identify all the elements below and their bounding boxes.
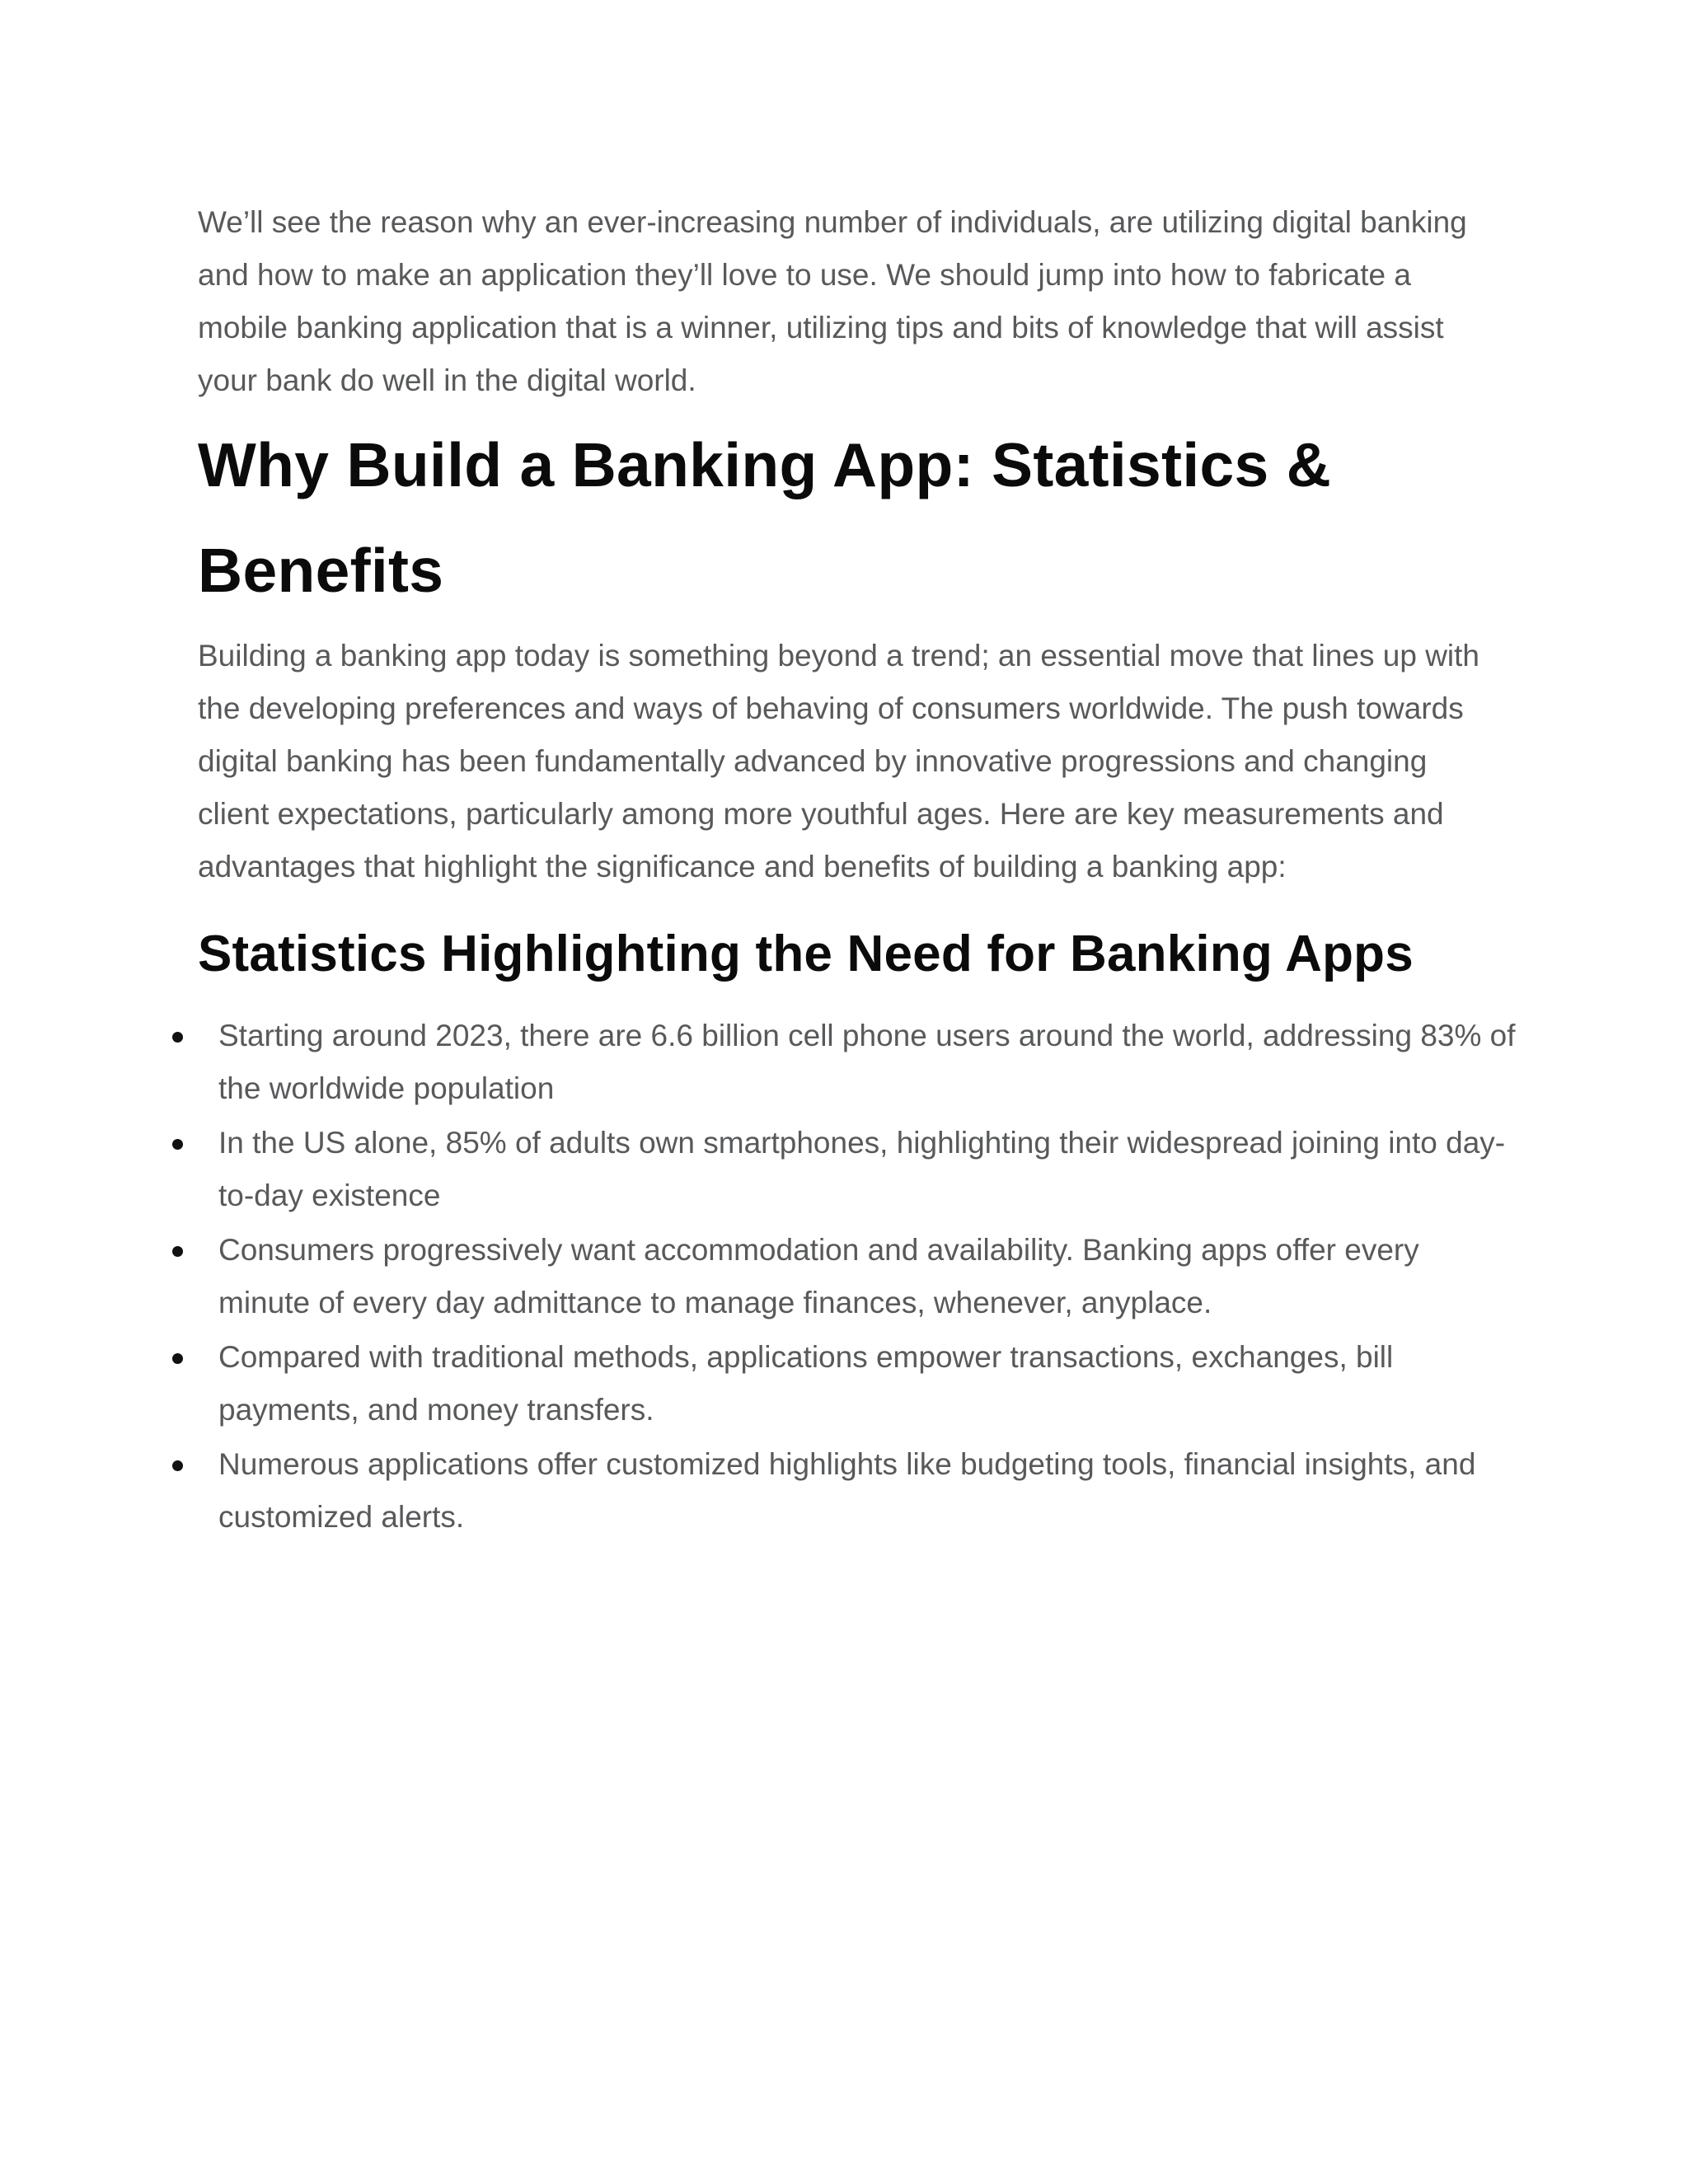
bullet-dot-icon — [165, 1010, 218, 1062]
section-paragraph: Building a banking app today is something beyond a trend; an essential move that lines up with the developing preferences and ways of behaving of consumers worldwide. The push towards digital banking has been fundamentally advanced by innovative progressions and changing client expectations, particularly among more youthful ages. Here are key measurements and advantages that highlight the significance and benefits of building a banking app: — [198, 639, 1479, 883]
subheading: Statistics Highlighting the Need for Banking Apps — [198, 926, 1414, 982]
document-content — [198, 196, 1516, 1545]
bullet-text: Compared with traditional methods, applications empower transactions, exchanges, bill payments, and money transfers. — [218, 1340, 1394, 1427]
bullet-item — [165, 1331, 1517, 1436]
bullet-text: In the US alone, 85% of adults own smartphones, highlighting their widespread joining into day-to-day existence — [218, 1126, 1506, 1212]
bullet-item — [165, 1224, 1517, 1329]
bullet-text: Numerous applications offer customized highlights like budgeting tools, financial insights, and customized alerts. — [218, 1447, 1476, 1534]
bullet-text: Starting around 2023, there are 6.6 billion cell phone users around the world, addressing 83% of the worldwide population — [218, 1019, 1516, 1105]
intro-paragraph: We’ll see the reason why an ever-increasing number of individuals, are utilizing digital banking and how to make an application they’ll love to use. We should jump into how to fabricate a mobile banking application that is a winner, utilizing tips and bits of knowledge that will assist your bank do well in the digital world. — [198, 205, 1467, 397]
bullet-dot-icon — [165, 1438, 218, 1491]
bullet-item — [165, 1010, 1517, 1115]
statistics-bullet-list — [165, 1010, 1517, 1544]
bullet-text: Consumers progressively want accommodation and availability. Banking apps offer every minute of every day admittance to manage finances, whenever, anyplace. — [218, 1233, 1419, 1319]
bullet-dot-icon — [165, 1224, 218, 1277]
bullet-item — [165, 1117, 1517, 1222]
bullet-dot-icon — [165, 1331, 218, 1384]
bullet-dot-icon — [165, 1117, 218, 1169]
bullet-item — [165, 1438, 1517, 1544]
main-heading: Why Build a Banking App: Statistics & Benefits — [198, 430, 1332, 605]
